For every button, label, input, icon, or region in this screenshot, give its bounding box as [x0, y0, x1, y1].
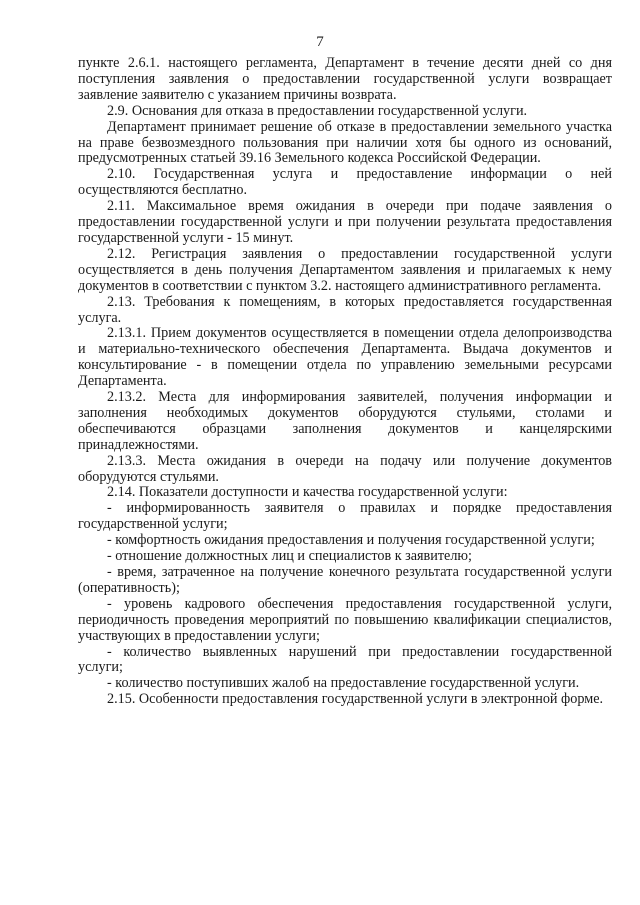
document-body [78, 56, 612, 708]
paragraph-2-14-item-comfort: - комфортность ожидания предоставления и получения государственной услуги; [107, 532, 595, 549]
paragraph-2-15: 2.15. Особенности предоставления государственной услуги в электронной форме. [107, 691, 604, 708]
paragraph-2-11: 2.11. Максимальное время ожидания в очереди при подаче заявления о предоставлении государственной услуги и при получении результата предоставления государственной услуги - 15 минут. [78, 198, 612, 246]
paragraph-2-10: 2.10. Государственная услуга и предоставление информации о ней осуществляются бесплатно. [78, 166, 612, 199]
paragraph-2-9-body: Департамент принимает решение об отказе в предоставлении земельного участка на праве безвозмездного пользования при наличии хотя бы одного из оснований, предусмотренных статьей 39.16 Земельного кодекса Российской Федерации. [78, 118, 612, 167]
paragraph-2-12: 2.12. Регистрация заявления о предоставлении государственной услуги осуществляется в день получения Департаментом заявления и прилагаемых к нему документов в соответствии с пунктом 3.2. настоящего административного регламента. [78, 245, 612, 294]
page-number: 7 [316, 34, 324, 50]
paragraph-2-14-item-staffing: - уровень кадрового обеспечения предоставления государственной услуги, периодичность проведения мероприятий по повышению квалификации специалистов, участвующих в предоставлении услуги; [78, 595, 612, 644]
paragraph-2-8-continuation: пункте 2.6.1. настоящего регламента, Департамент в течение десяти дней со дня поступления заявления о предоставлении государственной услуги возвращает заявление заявителю с указанием причины возврата. [78, 55, 612, 103]
paragraph-2-14-item-violations: - количество выявленных нарушений при предоставлении государственной услуги; [78, 643, 612, 676]
paragraph-2-14-item-attitude: - отношение должностных лиц и специалистов к заявителю; [107, 548, 472, 565]
paragraph-2-14: 2.14. Показатели доступности и качества государственной услуги: [107, 484, 508, 501]
paragraph-2-13-1: 2.13.1. Прием документов осуществляется в помещении отдела делопроизводства и материально-технического обеспечения Департамента. Выдача документов и консультирование - в помещении отдела по управлению земельными ресурсами Департамента. [78, 325, 612, 390]
paragraph-2-13-2: 2.13.2. Места для информирования заявителей, получения информации и заполнения необходимых документов оборудуются стульями, столами и обеспечиваются образцами заполнения документов и канцелярскими принадлежностями. [78, 389, 612, 453]
paragraph-2-14-item-complaints: - количество поступивших жалоб на предоставление государственной услуги. [107, 675, 580, 692]
paragraph-2-14-item-time: - время, затраченное на получение конечного результата государственной услуги (оперативность); [78, 564, 612, 596]
paragraph-2-9-heading: 2.9. Основания для отказа в предоставлении государственной услуги. [107, 102, 528, 119]
paragraph-2-13-3: 2.13.3. Места ожидания в очереди на подачу или получение документов оборудуются стульями. [78, 452, 612, 485]
paragraph-2-14-item-awareness: - информированность заявителя о правилах и порядке предоставления государственной услуги; [78, 500, 612, 533]
paragraph-2-13: 2.13. Требования к помещениям, в которых предоставляется государственная услуга. [78, 293, 612, 326]
